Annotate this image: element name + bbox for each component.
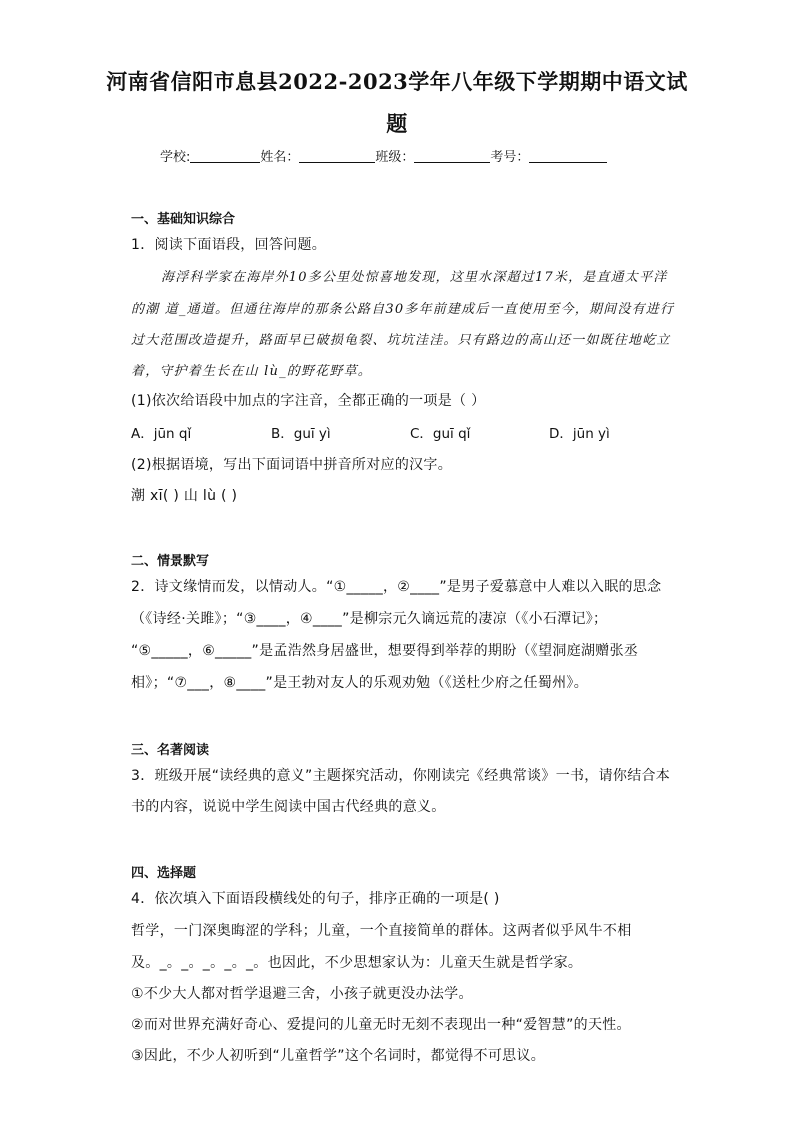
sentence-option-2: ②而对世界充满好奇心、爱提问的儿童无时无刻不表现出一种“爱智慧”的天性。 bbox=[131, 1017, 631, 1033]
name-blank bbox=[299, 150, 375, 163]
exam-no-label: 考号： bbox=[490, 150, 530, 165]
question-3-line-2: 书的内容，说说中学生阅读中国古代经典的意义。 bbox=[131, 799, 446, 815]
sentence-option-3: ③因此，不少人初听到“儿童哲学”这个名词时，都觉得不可思议。 bbox=[131, 1048, 546, 1064]
class-blank bbox=[414, 150, 490, 163]
exam-title-line2: 题 bbox=[386, 111, 408, 136]
exam-no-blank bbox=[529, 150, 607, 163]
passage-line-2: 的潮 道_通道。但通往海岸的那条公路自30多年前建成后一直使用至今，期间没有进行 bbox=[131, 302, 675, 317]
question-4-passage-line-2: 及。_。_。_。_。_。也因此，不少思想家认为：儿童天生就是哲学家。 bbox=[131, 955, 583, 971]
section-heading-basic-knowledge: 一、基础知识综合 bbox=[131, 212, 236, 227]
student-info-row bbox=[160, 146, 607, 165]
sub-question-2: (2)根据语境，写出下面词语中拼音所对应的汉字。 bbox=[131, 457, 453, 473]
sub-question-1: (1)依次给语段中加点的字注音，全都正确的一项是（ ） bbox=[131, 393, 486, 409]
class-label: 班级： bbox=[375, 150, 415, 165]
section-heading-classics-reading: 三、名著阅读 bbox=[131, 743, 210, 758]
question-2-line-2: （《诗经·关雎》；“③____，④____”是柳宗元久谪远荒的凄凉（《小石潭记》； bbox=[131, 611, 608, 627]
question-3-line-1: 3．班级开展“读经典的意义”主题探究活动，你刚读完《经典常谈》一书，请你结合本 bbox=[131, 768, 671, 784]
question-2-line-4: 相》；“⑦___，⑧____”是王勃对友人的乐观劝勉（《送杜少府之任蜀州》。 bbox=[131, 675, 589, 691]
option-c: C．guī qǐ bbox=[410, 426, 471, 442]
passage-line-1: 海浮科学家在海岸外10多公里处惊喜地发现，这里水深超过17米，是直通太平洋 bbox=[161, 270, 668, 285]
option-a: A．jūn qǐ bbox=[131, 426, 192, 442]
section-heading-recitation: 二、情景默写 bbox=[131, 554, 210, 569]
question-4-passage-line-1: 哲学，一门深奥晦涩的学科；儿童，一个直接简单的群体。这两者似乎风牛不相 bbox=[131, 923, 632, 939]
option-b: B．guī yì bbox=[271, 426, 331, 442]
passage-line-4: 着，守护着生长在山 lù_的野花野草。 bbox=[131, 364, 372, 379]
sentence-option-1: ①不少大人都对哲学退避三舍，小孩子就更没办法学。 bbox=[131, 986, 473, 1002]
school-blank bbox=[190, 150, 260, 163]
exam-title-line1: 河南省信阳市息县2022-2023学年八年级下学期期中语文试 bbox=[106, 69, 688, 94]
question-1-stem: 1．阅读下面语段，回答问题。 bbox=[131, 237, 327, 253]
passage-line-3: 过大范围改造提升，路面早已破损龟裂、坑坑洼洼。只有路边的高山还一如既往地屹立 bbox=[131, 333, 671, 348]
question-4-stem: 4．依次填入下面语段横线处的句子，排序正确的一项是( ) bbox=[131, 891, 500, 907]
name-label: 姓名： bbox=[260, 150, 300, 165]
option-d: D．jūn yì bbox=[549, 426, 610, 442]
question-2-line-3: “⑤_____，⑥_____”是孟浩然身居盛世，想要得到举荐的期盼（《望洞庭湖赠张丞 bbox=[131, 643, 639, 659]
section-heading-multiple-choice: 四、选择题 bbox=[131, 866, 197, 881]
sub-question-2-answer-line: 潮 xī( ) 山 lù ( ) bbox=[131, 488, 238, 504]
school-label: 学校: bbox=[160, 150, 191, 165]
question-2-line-1: 2．诗文缘情而发，以情动人。“①_____，②____”是男子爱慕意中人难以入眠的思念 bbox=[131, 579, 662, 595]
